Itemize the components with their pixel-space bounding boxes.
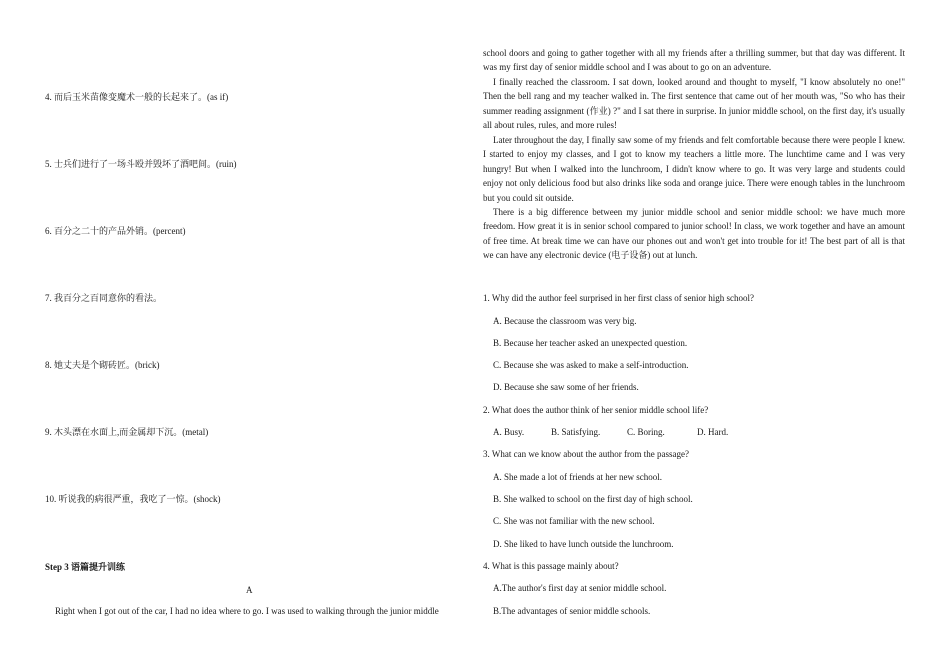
- q3-option-b: B. She walked to school on the first day of high school.: [493, 494, 693, 504]
- passage-paragraph-1: school doors and going to gather together with all my friends after a thrilling summer, but that day was different. It was my first day of senior middle school and I was about to go on an adventure.: [483, 48, 905, 73]
- item-number: 8.: [45, 360, 52, 370]
- q1-option-d: D. Because she saw some of her friends.: [493, 382, 639, 392]
- passage-paragraph-2: I finally reached the classroom. I sat down, looked around and thought to myself, "I know absolutely no one!" Then the bell rang and my teacher walked in. The first sentence that came out of her mouth was, "So who has their summer reading assignment (作业) ?" and I sat there in surprise. In junior middle school, on the first day, it's usually all about rules, rules, and more rules!: [483, 77, 905, 131]
- item-text: 百分之二十的产品外销。(percent): [54, 226, 186, 236]
- item-number: 10.: [45, 494, 57, 504]
- q4-option-b: B.The advantages of senior middle schools.: [493, 606, 651, 616]
- q2-option-a: A. Busy.: [493, 427, 525, 437]
- q2-option-d: D. Hard.: [697, 427, 729, 437]
- q3-option-d: D. She liked to have lunch outside the lunchroom.: [493, 539, 674, 549]
- passage-first-line: Right when I got out of the car, I had no idea where to go. I was used to walking through the junior middle: [55, 606, 439, 616]
- q2-option-b: B. Satisfying.: [551, 427, 601, 437]
- passage-paragraph-3: Later throughout the day, I finally saw some of my friends and felt comfortable because there were people I knew. I started to enjoy my classes, and I got to know my teachers a little more. The lunchtime came and I was very hungry! But when I walked into the lunchroom, I didn't know where to go. It was very large and students could enjoy not only delicious food but also drinks like soda and orange juice. There were enough tables in the lunchroom but you could sit outside.: [483, 135, 905, 203]
- item-text: 听说我的病很严重，我吃了一惊。(shock): [58, 494, 221, 504]
- translation-item-9: [45, 427, 208, 438]
- q1-option-c: C. Because she was asked to make a self-introduction.: [493, 360, 689, 370]
- item-text: 而后玉米苗像变魔术一般的长起来了。(as if): [54, 92, 229, 102]
- translation-item-5: [45, 159, 237, 170]
- item-number: 5.: [45, 159, 52, 169]
- question-4: 4. What is this passage mainly about?: [483, 561, 619, 571]
- question-1: 1. Why did the author feel surprised in her first class of senior high school?: [483, 293, 755, 303]
- q3-option-c: C. She was not familiar with the new school.: [493, 516, 655, 526]
- translation-item-6: [45, 226, 185, 237]
- question-2: 2. What does the author think of her senior middle school life?: [483, 405, 709, 415]
- item-text: 木头漂在水面上,而金属却下沉。(metal): [54, 427, 209, 437]
- item-number: 7.: [45, 293, 52, 303]
- item-text: 士兵们进行了一场斗殴并毁坏了酒吧间。(ruin): [54, 159, 237, 169]
- q3-option-a: A. She made a lot of friends at her new school.: [493, 472, 662, 482]
- q4-option-a: A.The author's first day at senior middle school.: [493, 583, 667, 593]
- q1-option-b: B. Because her teacher asked an unexpected question.: [493, 338, 688, 348]
- translation-item-10: [45, 494, 221, 505]
- q2-option-c: C. Boring.: [627, 427, 665, 437]
- question-3: 3. What can we know about the author from the passage?: [483, 449, 690, 459]
- item-number: 6.: [45, 226, 52, 236]
- item-text: 我百分之百同意你的看法。: [54, 293, 163, 303]
- item-text: 她丈夫是个砌砖匠。(brick): [54, 360, 160, 370]
- passage-paragraph-4: There is a big difference between my junior middle school and senior middle school: we have much more freedom. How great it is in senior school compared to junior school! In class, we work together and have an amount of free time. At break time we can have our phones out and won't get into trouble for it! The best part of all is that we can have any electronic device (电子设备) out at lunch.: [483, 207, 905, 261]
- item-number: 9.: [45, 427, 52, 437]
- item-number: 4.: [45, 92, 52, 102]
- translation-item-4: [45, 92, 228, 103]
- step-heading: Step 3 语篇提升训练: [45, 562, 126, 572]
- translation-item-7: [45, 293, 162, 304]
- translation-item-8: [45, 360, 160, 371]
- q1-option-a: A. Because the classroom was very big.: [493, 316, 637, 326]
- section-letter: A: [246, 585, 253, 595]
